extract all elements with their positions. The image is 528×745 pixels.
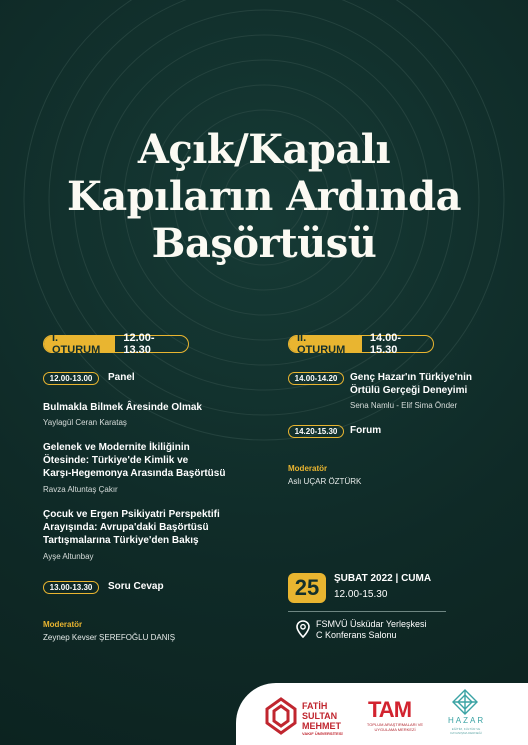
panel-time-tag: 12.00-13.00 (43, 372, 99, 385)
tam-logo: TAM (368, 697, 412, 722)
talk2-title-line1: Gelenek ve Modernite İkiliğinin (43, 442, 190, 453)
session1-label: I. OTURUM (44, 336, 115, 352)
fsm-line-1: FATİH (302, 701, 328, 711)
venue (316, 619, 427, 641)
session2-moderator-label: Moderatör (288, 464, 328, 473)
talk3-title-line3: Tartışmalarına Türkiye'den Bakış (43, 535, 199, 546)
event-date: ŞUBAT 2022 | CUMA (334, 573, 432, 584)
forum-title: Forum (350, 425, 382, 436)
session2-talk-time-tag: 14.00-14.20 (288, 372, 344, 385)
talk1-speaker: Yaylagül Ceran Karataş (43, 418, 127, 427)
talk3-title-line1: Çocuk ve Ergen Psikiyatri Perspektifi (43, 509, 220, 520)
session1-header (43, 332, 189, 356)
forum-time-tag: 14.20-15.30 (288, 425, 344, 438)
talk3-title-line2: Arayışında: Avrupa'daki Başörtüsü (43, 522, 209, 533)
tam-subtitle: TOPLUM ARAŞTIRMALARI VE UYGULAMA MERKEZİ (366, 722, 424, 732)
venue-line-1: FSMVÜ Üsküdar Yerleşkesi (316, 619, 427, 629)
talk2-speaker: Ravza Altuntaş Çakır (43, 485, 118, 494)
session2-talk-title-line1: Genç Hazar'ın Türkiye'nin (350, 372, 473, 383)
fsm-logo-icon (265, 697, 297, 735)
title-line-2: Kapıların Ardında (67, 173, 461, 220)
session2-time: 14.00-15.30 (369, 332, 402, 356)
hazar-logo-icon (452, 689, 478, 715)
title-line-3: Başörtüsü (151, 220, 377, 267)
divider (288, 611, 446, 612)
event-time: 12.00-15.30 (334, 589, 388, 600)
hazar-subtitle: EĞİTİM, KÜLTÜR VE DAYANIŞMA DERNEĞİ (450, 727, 482, 735)
qa-time-tag: 13.00-13.30 (43, 581, 99, 594)
fsm-logo-text (302, 701, 341, 731)
session2-talk-title-line2: Örtülü Gerçeği Deneyimi (350, 385, 468, 396)
talk1-title: Bulmakla Bilmek Âresinde Olmak (43, 402, 202, 413)
session1-time: 12.00-13.30 (123, 332, 155, 356)
session1-moderator-name: Zeynep Kevser ŞEREFOĞLU DANIŞ (43, 633, 176, 642)
session2-label: II. OTURUM (289, 336, 362, 352)
event-day-badge: 25 (288, 573, 326, 603)
session2-header (288, 332, 434, 356)
session2-moderator-name: Aslı UÇAR ÖZTÜRK (288, 477, 362, 486)
session2-talk-speakers: Sena Namlu - Elif Sima Önder (350, 401, 458, 410)
talk2-title-line2: Ötesinde: Türkiye'de Kimlik ve (43, 455, 189, 466)
fsm-university: VAKIF ÜNİVERSİTESİ (302, 731, 343, 736)
panel-title: Panel (108, 372, 135, 383)
title-line-1: Açık/Kapalı (137, 126, 391, 173)
venue-line-2: C Konferans Salonu (316, 630, 397, 640)
fsm-line-2: SULTAN (302, 711, 338, 721)
fsm-line-3: MEHMET (302, 721, 341, 731)
location-pin-icon (296, 620, 310, 638)
talk2-title-line3: Karşı-Hegemonya Arasında Başörtüsü (43, 468, 226, 479)
qa-title: Soru Cevap (108, 581, 164, 592)
talk3-speaker: Ayşe Altunbay (43, 552, 94, 561)
session1-moderator-label: Moderatör (43, 620, 83, 629)
hazar-logo-text: HAZAR (448, 716, 486, 725)
